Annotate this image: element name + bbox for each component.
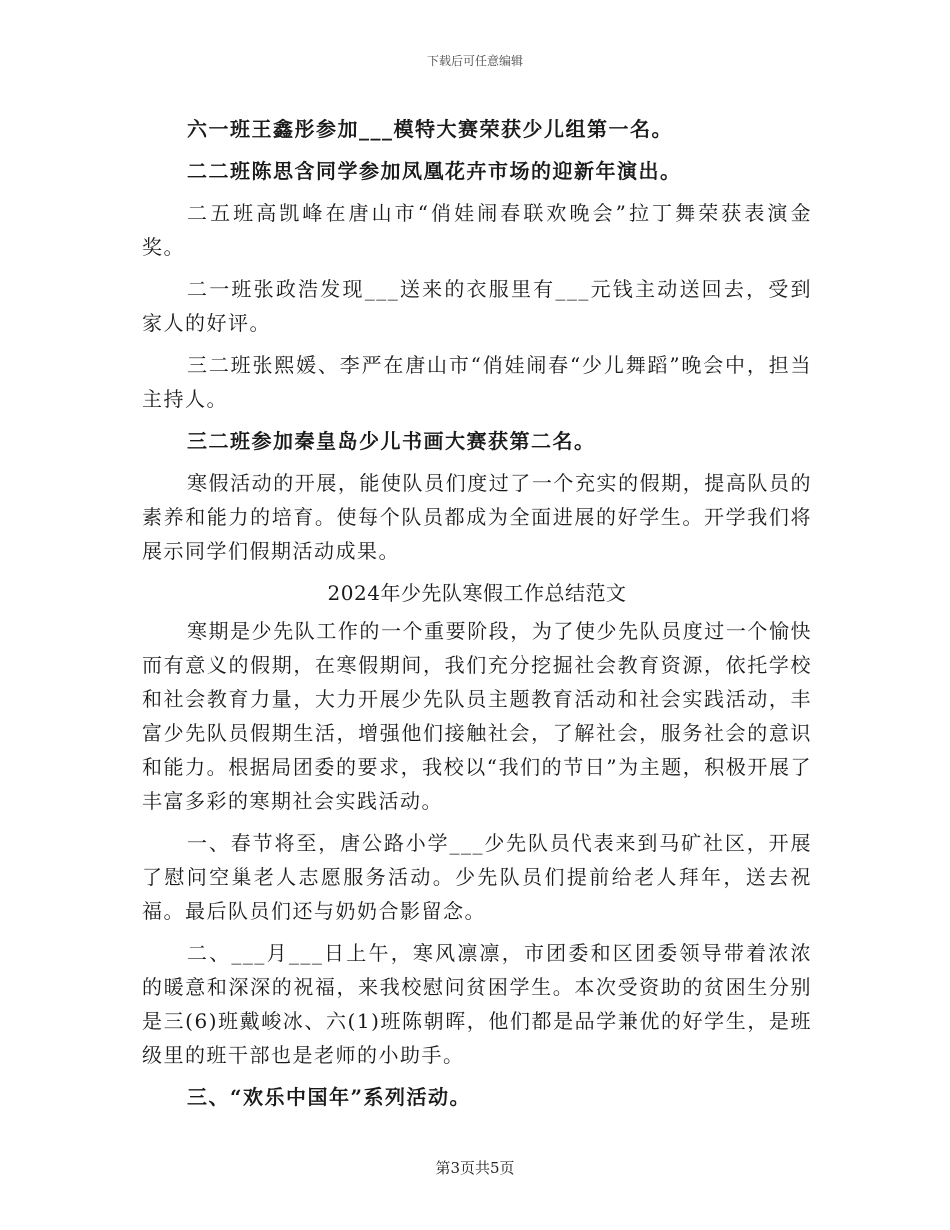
paragraph: 二五班高凯峰在唐山市“俏娃闹春联欢晚会”拉丁舞荣获表演金奖。 bbox=[142, 201, 812, 259]
paragraph: 三二班参加秦皇岛少儿书画大赛获第二名。 bbox=[187, 429, 596, 453]
paragraph: 寒假活动的开展，能使队员们度过了一个充实的假期，提高队员的素养和能力的培育。使每个队员都成为全面进展的好学生。开学我们将展示同学们假期活动成果。 bbox=[142, 471, 812, 563]
page-header: 下载后可任意编辑 bbox=[426, 54, 523, 68]
paragraph: 一、春节将至，唐公路小学___少先队员代表来到马矿社区，开展了慰问空巢老人志愿服务活动。少先队员们提前给老人拜年，送去祝福。最后队员们还与奶奶合影留念。 bbox=[142, 831, 812, 923]
paragraph: 二一班张政浩发现___送来的衣服里有___元钱主动送回去，受到家人的好评。 bbox=[142, 277, 812, 335]
paragraph: 二、___月___日上午，寒风凛凛，市团委和区团委领导带着浓浓的暖意和深深的祝福，来我校慰问贫困学生。本次受资助的贫困生分别是三(6)班戴峻冰、六(1)班陈朝晖，他们都是品学兼优的好学生，是班级里的班干部也是老师的小助手。 bbox=[142, 941, 812, 1067]
paragraph: 三二班张熙媛、李严在唐山市“俏娃闹春“少儿舞蹈”晚会中，担当主持人。 bbox=[142, 353, 812, 411]
page-footer: 第3页共5页 bbox=[435, 1159, 515, 1177]
paragraph: 三、“欢乐中国年”系列活动。 bbox=[187, 1085, 472, 1109]
document-body bbox=[142, 112, 812, 1122]
section-title: 2024年少先队寒假工作总结范文 bbox=[327, 581, 627, 605]
paragraph: 六一班王鑫彤参加___模特大赛荣获少儿组第一名。 bbox=[187, 117, 673, 141]
paragraph: 二二班陈思含同学参加凤凰花卉市场的迎新年演出。 bbox=[187, 159, 682, 183]
paragraph: 寒期是少先队工作的一个重要阶段，为了使少先队员度过一个愉快而有意义的假期，在寒假期间，我们充分挖掘社会教育资源，依托学校和社会教育力量，大力开展少先队员主题教育活动和社会实践活动，丰富少先队员假期生活，增强他们接触社会，了解社会，服务社会的意识和能力。根据局团委的要求，我校以“我们的节日”为主题，积极开展了丰富多彩的寒期社会实践活动。 bbox=[142, 619, 812, 813]
